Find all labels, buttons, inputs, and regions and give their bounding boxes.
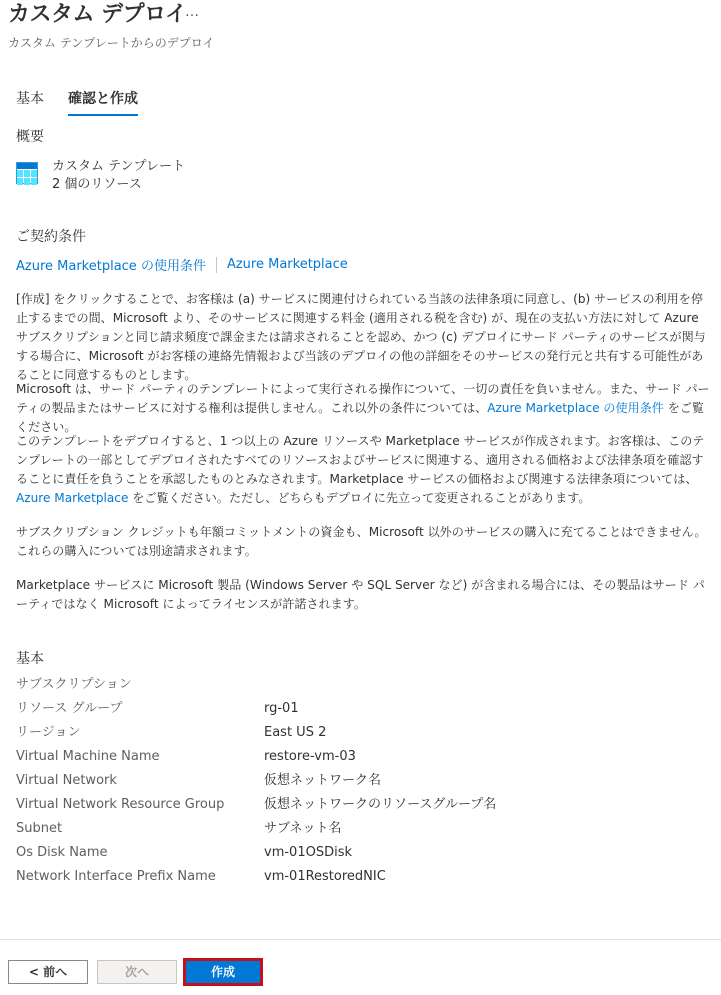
detail-key: Virtual Network bbox=[16, 773, 117, 788]
more-options-icon[interactable]: … bbox=[185, 4, 199, 20]
footer-divider bbox=[0, 939, 721, 940]
marketplace-inline-link[interactable]: Azure Marketplace bbox=[16, 491, 129, 505]
link-divider bbox=[216, 257, 217, 273]
marketplace-terms-link[interactable]: Azure Marketplace の使用条件 bbox=[16, 259, 206, 274]
page-subtitle: カスタム テンプレートからのデプロイ bbox=[8, 36, 215, 50]
page-header bbox=[8, 0, 187, 30]
detail-key: リソース グループ bbox=[16, 701, 123, 716]
template-grid-icon bbox=[16, 162, 38, 184]
detail-row bbox=[16, 796, 616, 820]
detail-key: Virtual Network Resource Group bbox=[16, 797, 225, 812]
wizard-tabs bbox=[16, 88, 138, 114]
terms-paragraph-4: サブスクリプション クレジットも年額コミットメントの資金も、Microsoft 以外のサービスの購入に充てることはできません。これらの購入については別途請求されます。 bbox=[16, 525, 707, 558]
detail-value: 仮想ネットワークのリソースグループ名 bbox=[264, 797, 497, 812]
tab-review-create[interactable]: 確認と作成 bbox=[68, 88, 138, 114]
detail-row bbox=[16, 724, 616, 748]
previous-button[interactable]: < 前へ bbox=[8, 960, 88, 984]
detail-value: restore-vm-03 bbox=[264, 749, 356, 764]
detail-key: リージョン bbox=[16, 725, 81, 740]
detail-row bbox=[16, 868, 616, 892]
summary-block bbox=[16, 158, 185, 194]
terms-heading: ご契約条件 bbox=[16, 229, 86, 245]
detail-value: サブネット名 bbox=[264, 821, 342, 836]
detail-key: Os Disk Name bbox=[16, 845, 108, 860]
detail-key: Subnet bbox=[16, 821, 63, 836]
basics-heading: 基本 bbox=[16, 651, 44, 667]
terms-paragraph-3-tail: をご覧ください。ただし、どちらもデプロイに先立って変更されることがあります。 bbox=[128, 491, 591, 505]
terms-paragraph-3 bbox=[16, 432, 712, 508]
marketplace-terms-inline-link[interactable]: Azure Marketplace の使用条件 bbox=[487, 401, 664, 415]
terms-paragraph-2 bbox=[16, 380, 712, 437]
detail-value: rg-01 bbox=[264, 701, 299, 716]
detail-value: vm-01OSDisk bbox=[264, 845, 352, 860]
tab-basics[interactable]: 基本 bbox=[16, 91, 44, 107]
detail-value: vm-01RestoredNIC bbox=[264, 869, 386, 884]
terms-paragraph-2-tail: をご覧ください。 bbox=[16, 401, 705, 434]
terms-paragraph-3-text: このテンプレートをデプロイすると、1 つ以上の Azure リソースや Marketplace サービスが作成されます。お客様は、このテンプレートの一部としてデプロイされたすべてのリソースおよびサービスに関連する、適用される価格および法律条項を確認することに責任を負うことを承認したものとみなされます。Marketplace サービスの価格および関連する法律条項については、 bbox=[16, 434, 705, 486]
detail-key: サブスクリプション bbox=[16, 677, 132, 692]
page-title: カスタム デプロイ bbox=[8, 2, 187, 27]
next-button[interactable]: 次へ bbox=[97, 960, 177, 984]
detail-value: East US 2 bbox=[264, 725, 327, 740]
detail-key: Network Interface Prefix Name bbox=[16, 869, 216, 884]
create-button[interactable]: 作成 bbox=[183, 958, 263, 986]
terms-paragraph-1: [作成] をクリックすることで、お客様は (a) サービスに関連付けられている当該の法律条項に同意し、(b) サービスの利用を停止するまでの間、Microsoft より、そのサービスに関連する料金 (適用される税を含む) が、現在の支払い方法に対して Azure サブスクリプションと同じ請求頻度で課金または請求されることを認め、かつ (c) デプロイにサード パーティのサービスが関与する場合に、Microsoft がお客様の連絡先情報および当該のデプロイの他の詳細をそのサービスの発行元と共有する可能性があることに同意するものとします。 bbox=[16, 292, 706, 382]
summary-resource-count: 2 個のリソース bbox=[52, 177, 142, 192]
terms-paragraph-2-text: Microsoft は、サード パーティのテンプレートによって実行される操作について、一切の責任を負いません。また、サード パーティの製品またはサービスに対する権利は提供しません。これ以外の条件については、 bbox=[16, 382, 710, 415]
terms-links bbox=[16, 255, 348, 274]
detail-row bbox=[16, 748, 616, 772]
detail-row bbox=[16, 676, 616, 700]
terms-paragraph-5: Marketplace サービスに Microsoft 製品 (Windows Server や SQL Server など) が含まれる場合には、その製品はサード パーティではなく Microsoft によってライセンスが許諾されます。 bbox=[16, 578, 705, 611]
detail-key: Virtual Machine Name bbox=[16, 749, 160, 764]
summary-template-label: カスタム テンプレート bbox=[52, 159, 185, 174]
detail-row bbox=[16, 820, 616, 844]
detail-value: 仮想ネットワーク名 bbox=[264, 773, 382, 788]
summary-heading: 概要 bbox=[16, 129, 44, 145]
detail-row bbox=[16, 700, 616, 724]
detail-row bbox=[16, 844, 616, 868]
detail-row bbox=[16, 772, 616, 796]
marketplace-link[interactable]: Azure Marketplace bbox=[226, 257, 348, 272]
